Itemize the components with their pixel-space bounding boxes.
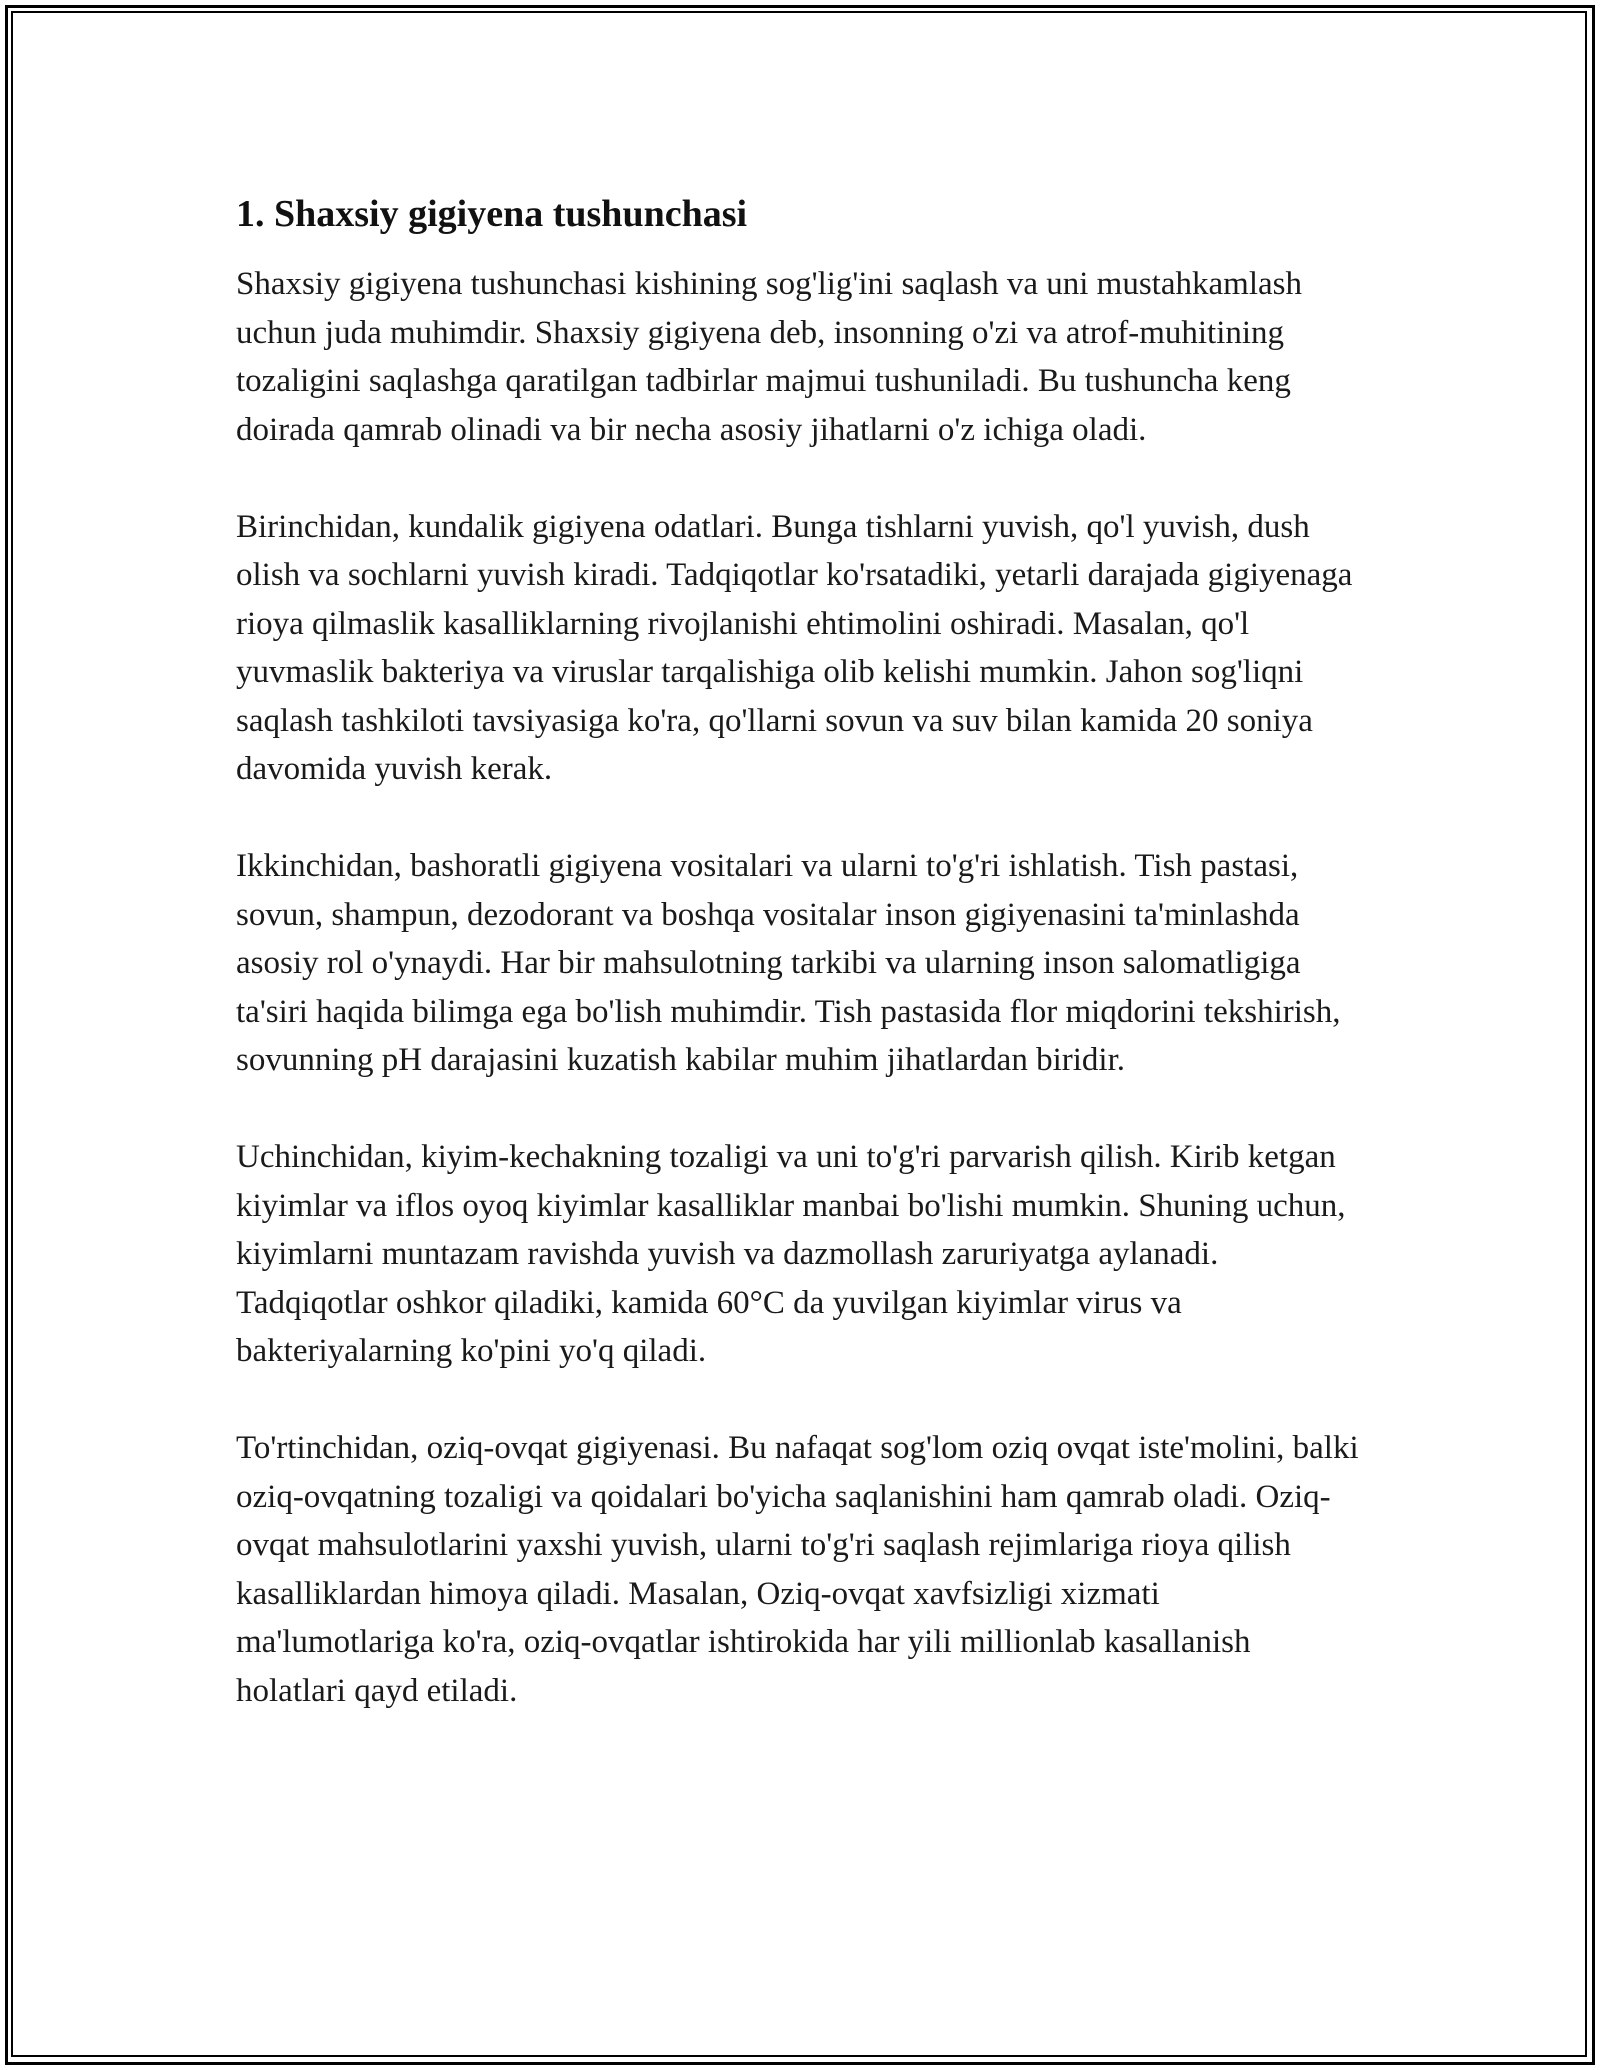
paragraph-second: Ikkinchidan, bashoratli gigiyena vositalari va ularni to'g'ri ishlatish. Tish pastasi, sovun, shampun, dezodorant va boshqa vositalar inson gigiyenasini ta'minlashda asosiy rol o'ynaydi. Har bir mahsulotning tarkibi va ularning inson salomatligiga ta'siri haqida bilimga ega bo'lish muhimdir. Tish pastasida flor miqdorini tekshirish, sovunning pH darajasini kuzatish kabilar muhim jihatlardan biridir. [236, 848, 1341, 1078]
paragraph-fourth: To'rtinchidan, oziq-ovqat gigiyenasi. Bu nafaqat sog'lom oziq ovqat iste'molini, balki oziq-ovqatning tozaligi va qoidalari bo'yicha saqlanishini ham qamrab oladi. Oziq-ovqat mahsulotlarini yaxshi yuvish, ularni to'g'ri saqlash rejimlariga rioya qilish kasalliklardan himoya qiladi. Masalan, Oziq-ovqat xavfsizligi xizmati ma'lumotlariga ko'ra, oziq-ovqatlar ishtirokida har yili millionlab kasallanish holatlari qayd etiladi. [236, 1430, 1359, 1709]
paragraph-first: Birinchidan, kundalik gigiyena odatlari. Bunga tishlarni yuvish, qo'l yuvish, dush olish va sochlarni yuvish kiradi. Tadqiqotlar ko'rsatadiki, yetarli darajada gigiyenaga rioya qilmaslik kasalliklarning rivojlanishi ehtimolini oshiradi. Masalan, qo'l yuvmaslik bakteriya va viruslar tarqalishiga olib kelishi mumkin. Jahon sog'liqni saqlash tashkiloti tavsiyasiga ko'ra, qo'llarni sovun va suv bilan kamida 20 soniya davomida yuvish kerak. [236, 508, 1353, 787]
paragraph-third: Uchinchidan, kiyim-kechakning tozaligi va uni to'g'ri parvarish qilish. Kirib ketgan kiyimlar va iflos oyoq kiyimlar kasalliklar manbai bo'lishi mumkin. Shuning uchun, kiyimlarni muntazam ravishda yuvish va dazmollash zaruriyatga aylanadi. Tadqiqotlar oshkor qiladiki, kamida 60°C da yuvilgan kiyimlar virus va bakteriyalarning ko'pini yo'q qiladi. [236, 1139, 1346, 1369]
section-heading: 1. Shaxsiy gigiyena tushunchasi [236, 193, 748, 235]
document-page [236, 190, 1366, 1764]
paragraph-intro: Shaxsiy gigiyena tushunchasi kishining sog'lig'ini saqlash va uni mustahkamlash uchun juda muhimdir. Shaxsiy gigiyena deb, insonning o'zi va atrof-muhitining tozaligini saqlashga qaratilgan tadbirlar majmui tushuniladi. Bu tushuncha keng doirada qamrab olinadi va bir necha asosiy jihatlarni o'z ichiga oladi. [236, 266, 1302, 448]
